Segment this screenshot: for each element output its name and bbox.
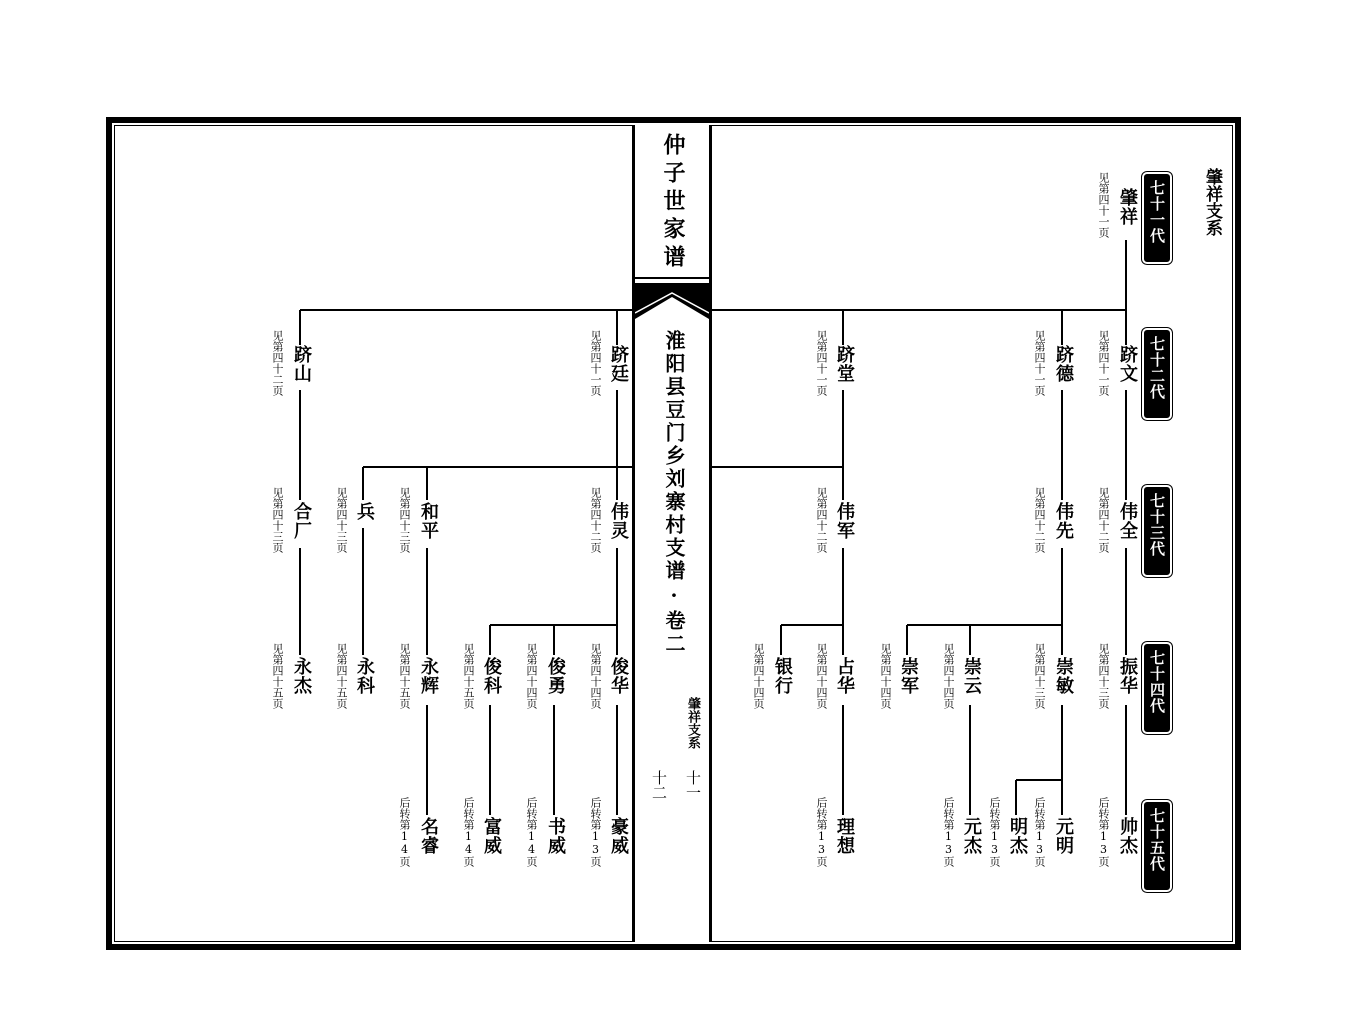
person-name: 跻文 bbox=[1117, 345, 1138, 383]
page-reference: 见第四十四页 bbox=[942, 643, 955, 709]
person-name: 伟灵 bbox=[608, 502, 629, 540]
volume-title: 淮阳县豆门乡刘寨村支谱·卷二 bbox=[662, 330, 686, 656]
book-title: 仲子世家谱 bbox=[660, 133, 686, 273]
page-reference: 见第四十三页 bbox=[335, 487, 348, 553]
page-reference: 见第四十一页 bbox=[1097, 330, 1110, 396]
person-name: 崇云 bbox=[961, 657, 982, 695]
page-reference: 见第四十二页 bbox=[1033, 487, 1046, 553]
person-name: 豪威 bbox=[608, 817, 629, 855]
person-name: 书威 bbox=[545, 817, 566, 855]
page-reference: 见第四十五页 bbox=[462, 643, 475, 709]
generation-badge-73: 七十三代 bbox=[1142, 485, 1172, 577]
person-name: 合厂 bbox=[291, 502, 312, 540]
person-name: 和平 bbox=[418, 502, 439, 540]
page-reference: 见第四十四页 bbox=[879, 643, 892, 709]
person-name: 永辉 bbox=[418, 657, 439, 695]
page-reference: 见第四十四页 bbox=[815, 643, 828, 709]
person-name: 崇敏 bbox=[1053, 657, 1074, 695]
page-reference: 后转第13页 bbox=[815, 797, 828, 867]
person-name: 富威 bbox=[481, 817, 502, 855]
page-reference: 见第四十五页 bbox=[398, 643, 411, 709]
generation-badge-75: 七十五代 bbox=[1142, 800, 1172, 892]
page-number-right: 十一 bbox=[684, 770, 702, 800]
person-name: 伟全 bbox=[1117, 502, 1138, 540]
person-name: 银行 bbox=[772, 657, 793, 695]
book-spine bbox=[632, 125, 712, 942]
person-name: 明杰 bbox=[1007, 817, 1028, 855]
page-reference: 见第四十三页 bbox=[1033, 643, 1046, 709]
page-reference: 见第四十五页 bbox=[335, 643, 348, 709]
page-reference: 见第四十四页 bbox=[752, 643, 765, 709]
person-name: 崇军 bbox=[898, 657, 919, 695]
page-reference: 见第四十三页 bbox=[398, 487, 411, 553]
person-name: 肇祥 bbox=[1117, 188, 1138, 226]
page-reference: 后转第13页 bbox=[1097, 797, 1110, 867]
person-name: 俊华 bbox=[608, 657, 629, 695]
person-name: 兵 bbox=[354, 502, 375, 521]
page-reference: 后转第14页 bbox=[525, 797, 538, 867]
person-name: 永科 bbox=[354, 657, 375, 695]
generation-badge-72: 七十二代 bbox=[1142, 328, 1172, 420]
page-reference: 后转第14页 bbox=[462, 797, 475, 867]
page-reference: 见第四十四页 bbox=[589, 643, 602, 709]
person-name: 元明 bbox=[1053, 817, 1074, 855]
page-reference: 后转第14页 bbox=[398, 797, 411, 867]
page-reference: 见第四十一页 bbox=[815, 330, 828, 396]
person-name: 跻廷 bbox=[608, 345, 629, 383]
page-reference: 见第四十二页 bbox=[589, 487, 602, 553]
page-reference: 见第四十三页 bbox=[1097, 643, 1110, 709]
person-name: 跻山 bbox=[291, 345, 312, 383]
page-reference: 见第四十一页 bbox=[589, 330, 602, 396]
page-reference: 见第四十四页 bbox=[525, 643, 538, 709]
person-name: 俊科 bbox=[481, 657, 502, 695]
person-name: 跻堂 bbox=[834, 345, 855, 383]
person-name: 占华 bbox=[834, 657, 855, 695]
page-reference: 后转第13页 bbox=[942, 797, 955, 867]
page-reference: 后转第13页 bbox=[988, 797, 1001, 867]
spine-banner-ornament bbox=[635, 283, 709, 319]
spine-branch-label: 肇祥支系 bbox=[685, 697, 700, 749]
person-name: 俊勇 bbox=[545, 657, 566, 695]
page-reference: 见第四十三页 bbox=[271, 487, 284, 553]
person-name: 名睿 bbox=[418, 817, 439, 855]
person-name: 跻德 bbox=[1053, 345, 1074, 383]
person-name: 永杰 bbox=[291, 657, 312, 695]
person-name: 元杰 bbox=[961, 817, 982, 855]
generation-badge-71: 七十一代 bbox=[1142, 172, 1172, 264]
page-reference: 后转第13页 bbox=[589, 797, 602, 867]
person-name: 伟先 bbox=[1053, 502, 1074, 540]
generation-badge-74: 七十四代 bbox=[1142, 642, 1172, 734]
page-reference: 见第四十二页 bbox=[271, 330, 284, 396]
page-reference: 见第四十五页 bbox=[271, 643, 284, 709]
person-name: 理想 bbox=[834, 817, 855, 855]
page-number-left: 十二 bbox=[650, 770, 668, 800]
spine-rule bbox=[635, 277, 709, 279]
page-reference: 见第四十二页 bbox=[815, 487, 828, 553]
branch-header: 肇祥支系 bbox=[1202, 168, 1222, 236]
page-reference: 见第四十一页 bbox=[1097, 172, 1110, 238]
person-name: 伟军 bbox=[834, 502, 855, 540]
person-name: 振华 bbox=[1117, 657, 1138, 695]
page-reference: 见第四十一页 bbox=[1033, 330, 1046, 396]
page-reference: 后转第13页 bbox=[1033, 797, 1046, 867]
person-name: 帅杰 bbox=[1117, 817, 1138, 855]
page-reference: 见第四十二页 bbox=[1097, 487, 1110, 553]
